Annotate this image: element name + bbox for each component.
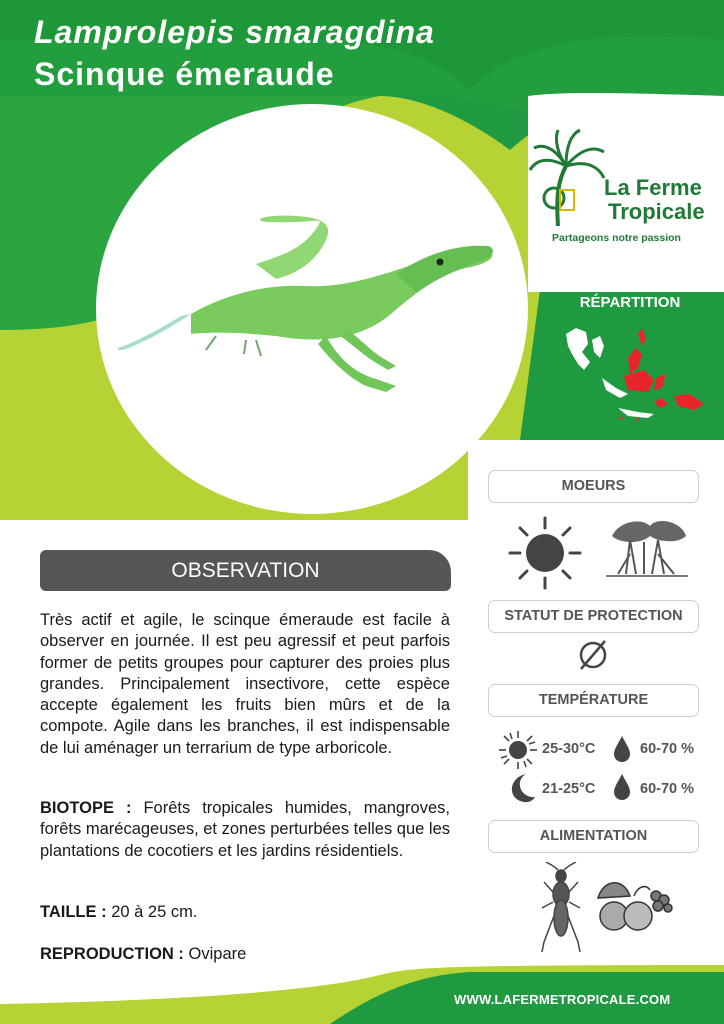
- taille-label: TAILLE :: [40, 903, 107, 921]
- observation-heading: OBSERVATION: [40, 550, 451, 591]
- observation-paragraph: Très actif et agile, le scinque émeraude est facile à observer en journée. Il est peu agressif et peut parfois former de petits groupes pour capturer des proies plus grandes. Principalement insectivore, cette espèce accepte également les fruits bien mûrs et de la compote. Agile dans les branches, il est indispensable de lui aménager un terrarium de type arboricole.: [40, 611, 450, 757]
- day-humidity: 60-70 %: [640, 741, 695, 757]
- reproduction-paragraph: [40, 944, 450, 965]
- night-temperature: 21-25°C: [542, 781, 596, 797]
- species-latin-name: Lamprolepis smaragdina: [34, 14, 435, 50]
- not-protected-icon: [576, 638, 610, 672]
- biotope-label: BIOTOPE :: [40, 799, 132, 817]
- reproduction-text: Ovipare: [188, 945, 247, 963]
- distribution-map: [558, 318, 706, 422]
- brand-tagline: Partageons notre passion: [552, 232, 681, 244]
- brand-name-line2: Tropicale: [608, 199, 705, 224]
- moeurs-header: MOEURS: [488, 470, 699, 503]
- temperature-header: TEMPÉRATURE: [488, 684, 699, 717]
- palm-logo-icon: [528, 126, 608, 226]
- brand-name-line1: La Ferme: [604, 175, 702, 200]
- taille-text: 20 à 25 cm.: [111, 903, 198, 921]
- brand-name: [604, 176, 705, 224]
- sun-icon: [508, 516, 582, 590]
- reproduction-label: REPRODUCTION :: [40, 945, 184, 963]
- taille-paragraph: [40, 902, 450, 923]
- water-drop-icon: [612, 772, 632, 802]
- cricket-icon: [538, 862, 584, 954]
- species-common-name: Scinque émeraude: [34, 56, 335, 92]
- fruit-icon: [594, 876, 676, 936]
- protection-status-header: STATUT DE PROTECTION: [488, 600, 699, 633]
- repartition-label: RÉPARTITION: [579, 294, 681, 311]
- moon-icon: [508, 772, 536, 804]
- day-temperature: 25-30°C: [542, 741, 596, 757]
- alimentation-header: ALIMENTATION: [488, 820, 699, 853]
- water-drop-icon: [612, 734, 632, 764]
- night-humidity: 60-70 %: [640, 781, 695, 797]
- biotope-text: Forêts tropicales humides, mangroves, forêts marécageuses, et zones perturbées telles que les plantations de cocotiers et les jardins résidentiels.: [40, 799, 450, 860]
- biotope-paragraph: [40, 798, 450, 862]
- mangrove-tree-icon: [602, 514, 692, 582]
- brand-logo: [528, 126, 708, 256]
- sun-icon: [498, 730, 538, 770]
- website-link[interactable]: WWW.LAFERMETROPICALE.COM: [454, 992, 671, 1007]
- lizard-photo: [96, 104, 528, 514]
